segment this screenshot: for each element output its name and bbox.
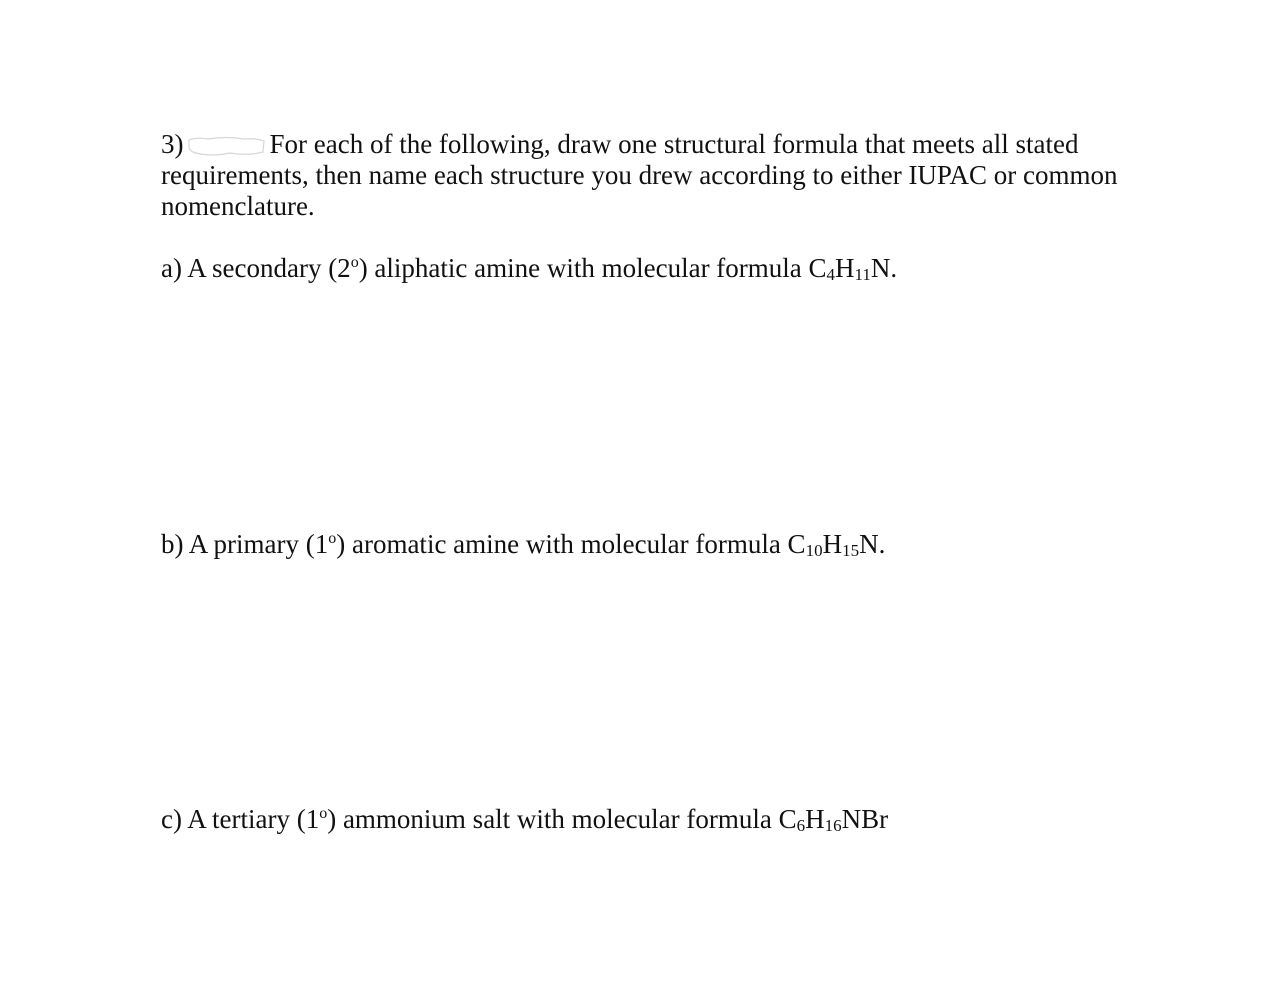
question-number: 3)	[161, 129, 184, 159]
part-a-prompt	[161, 253, 897, 284]
question-prompt	[161, 129, 1121, 222]
part-a-middle: ) aliphatic amine with molecular formula C	[358, 253, 827, 283]
part-c-hydrogen: H	[805, 804, 825, 834]
part-b-hydrogen-count: 15	[842, 541, 860, 560]
part-b-middle: ) aromatic amine with molecular formula C	[336, 529, 806, 559]
part-a-hydrogen: H	[835, 253, 855, 283]
part-c-carbon-count: 6	[796, 816, 806, 835]
part-b-lead: b) A primary (1	[161, 529, 329, 559]
part-c-degree: o	[319, 805, 328, 822]
redacted-mark	[186, 133, 266, 155]
part-b-tail: N.	[859, 529, 886, 559]
part-c-hydrogen-count: 16	[824, 816, 842, 835]
part-b-prompt	[161, 529, 885, 560]
part-a-tail: N.	[870, 253, 898, 283]
part-a-lead: a) A secondary (2	[161, 253, 351, 283]
part-c-tail: NBr	[841, 804, 889, 834]
part-a-carbon-count: 4	[826, 265, 836, 284]
question-text-rest: requirements, then name each structure you drew according to either IUPAC or common nomenclature.	[161, 160, 1118, 221]
part-c-prompt	[161, 804, 888, 835]
part-b-carbon-count: 10	[805, 541, 823, 560]
part-a-degree: o	[350, 254, 359, 271]
part-a-hydrogen-count: 11	[854, 265, 871, 284]
part-c-lead: c) A tertiary (1	[161, 804, 320, 834]
part-c-middle: ) ammonium salt with molecular formula C	[327, 804, 797, 834]
part-b-hydrogen: H	[822, 529, 843, 559]
part-b-degree: o	[328, 530, 337, 547]
question-text-line1: For each of the following, draw one structural formula that meets all stated	[269, 129, 1079, 159]
